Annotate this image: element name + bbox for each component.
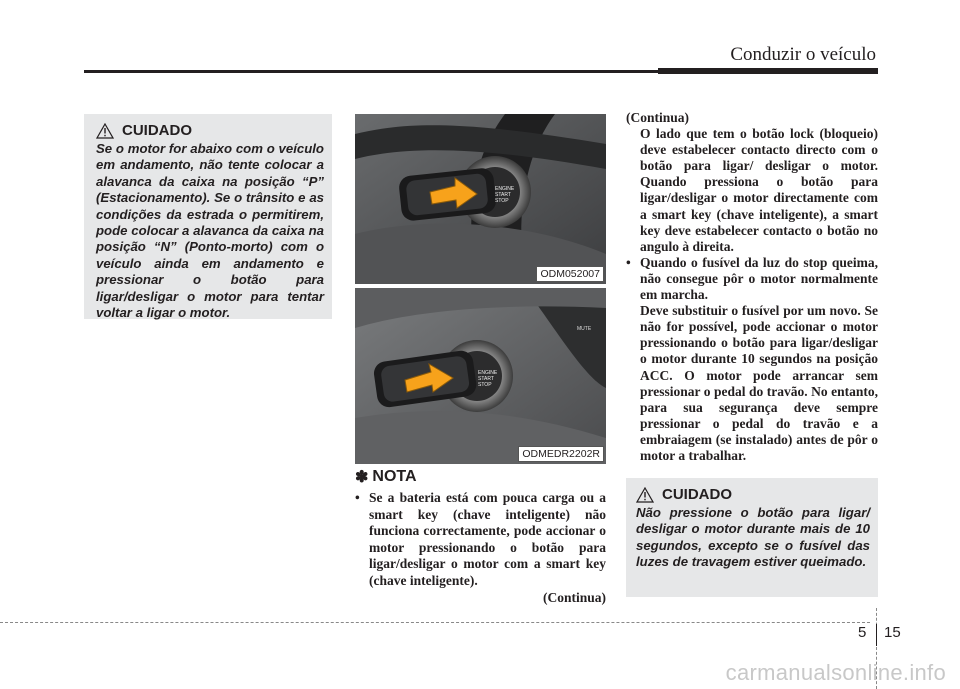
list-item bbox=[355, 490, 606, 590]
figure-smart-key-button-2 bbox=[355, 288, 606, 464]
watermark: carmanualsonline.info bbox=[725, 660, 946, 685]
stop-label-2: STOP bbox=[478, 382, 492, 388]
stop-label: STOP bbox=[495, 198, 509, 204]
nota-star-icon: ✽ bbox=[355, 469, 369, 486]
start-label-2: START bbox=[478, 376, 494, 382]
nota-title-row bbox=[355, 467, 606, 487]
nota-title: NOTA bbox=[372, 468, 417, 485]
engine-label: ENGINE bbox=[495, 186, 515, 192]
continua-top: (Continua) bbox=[626, 110, 690, 125]
mute-label: MUTE bbox=[577, 326, 592, 332]
figure-code: ODMEDR2202R bbox=[518, 446, 604, 462]
caution-text: Se o motor for abaixo com o veículo em andamento, não tente colocar a alavanca da caixa na posição “P” (Estacionamento). Se o trânsito e as condições da estrada o permitirem, pode colocar a alavanca da caixa na posição “N” (Ponto-morto) com o veículo ainda em andamento e pressionar o botão para ligar/desligar o motor para tentar voltar a ligar o motor. bbox=[96, 141, 324, 321]
smart-key-photo-1 bbox=[355, 114, 606, 284]
caution-title: CUIDADO bbox=[662, 486, 732, 503]
chapter-number: 5 bbox=[858, 624, 867, 641]
caution-title-row bbox=[636, 486, 870, 503]
header-rule-accent bbox=[658, 68, 878, 74]
continua-label: (Continua) bbox=[542, 589, 606, 605]
smart-key-photo-2 bbox=[355, 288, 606, 464]
caution-box-right bbox=[626, 478, 878, 597]
bullet-dot: • bbox=[355, 490, 360, 505]
list-item bbox=[626, 255, 878, 303]
caution-box-left bbox=[84, 114, 332, 319]
nota-body bbox=[355, 490, 606, 590]
nota-section bbox=[355, 467, 606, 606]
footer-rule bbox=[0, 622, 870, 623]
warning-triangle-icon bbox=[96, 123, 114, 139]
engine-label-2: ENGINE bbox=[478, 370, 498, 376]
paragraph-lock-side: O lado que tem o botão lock (bloqueio) deve estabelecer contacto directo com o botão para ligar/ desligar o motor. Quando pressiona o botão para ligar/desligar o motor directamente com a smart key (chave inteligente), a smart key deve estabelecer contacto o botão no angulo à direita. bbox=[640, 126, 878, 254]
figure-smart-key-button-1 bbox=[355, 114, 606, 284]
caution-title: CUIDADO bbox=[122, 122, 192, 139]
figure-code: ODM052007 bbox=[536, 266, 604, 282]
bullet-fuse-first: Quando o fusível da luz do stop queima, não consegue pôr o motor normalmente em marcha. bbox=[640, 254, 878, 303]
right-column-text bbox=[626, 110, 878, 464]
nota-bullet-text: Se a bateria está com pouca carga ou a smart key (chave inteligente) não funciona correctamente, pode accionar o motor pressionando o botão para ligar/desligar o motor com a smart key (chave inteligente). bbox=[369, 490, 606, 588]
page-header-title: Conduzir o veículo bbox=[730, 44, 876, 65]
caution-text: Não pressione o botão para ligar/ desligar o motor durante mais de 10 segundos, excepto se o fusível das luzes de travagem estiver queimado. bbox=[636, 505, 870, 570]
page-number: 15 bbox=[884, 624, 901, 641]
caution-title-row bbox=[96, 122, 324, 139]
bullet-fuse-rest: Deve substituir o fusível por um novo. Se não for possível, pode accionar o motor pressionando o botão para ligar/desligar o motor durante 10 segundos na posição ACC. O motor pode arrancar sem pressionar o pedal do travão. No entanto, para sua segurança deve sempre pressionar o pedal do travão e a embraiagem (se instalado) antes de pôr o motor a trabalhar. bbox=[640, 303, 878, 463]
start-label: START bbox=[495, 192, 511, 198]
warning-triangle-icon bbox=[636, 487, 654, 503]
bullet-dot: • bbox=[626, 254, 631, 270]
page-number-divider bbox=[876, 624, 877, 646]
